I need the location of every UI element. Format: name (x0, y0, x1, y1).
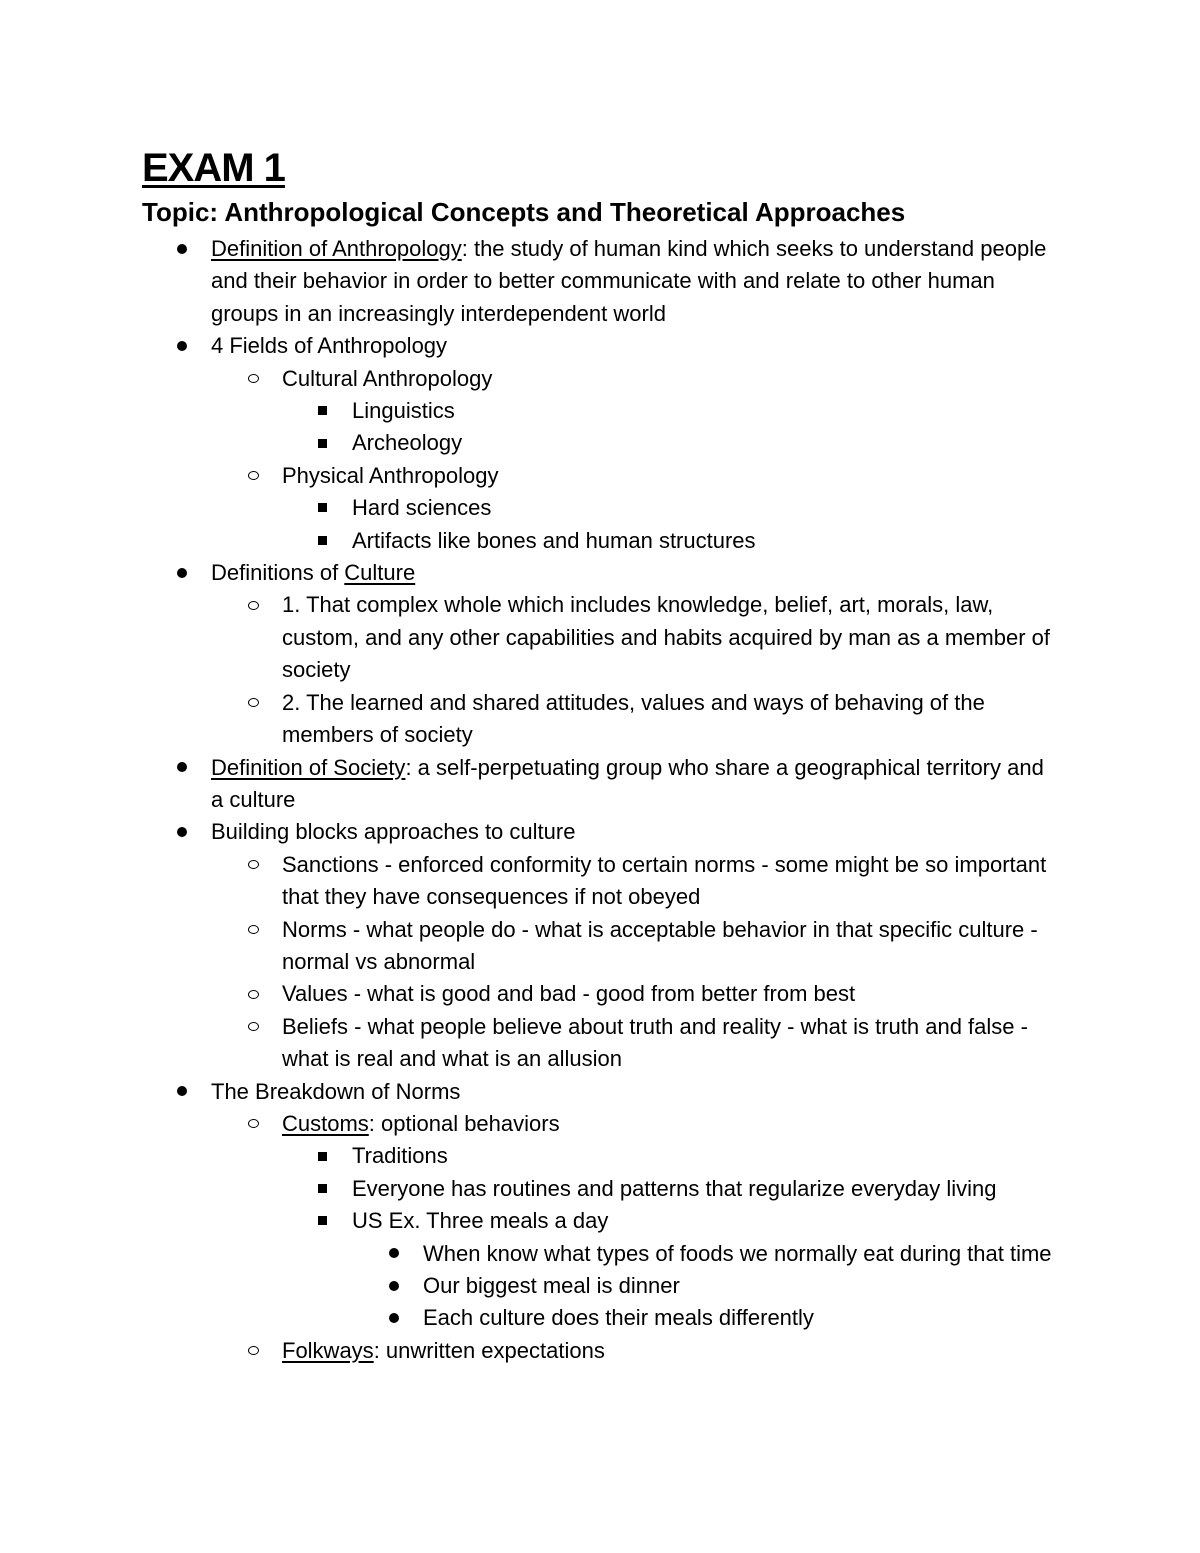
list-item (0, 492, 1062, 524)
term-label: Customs (282, 1110, 369, 1136)
item-text: Norms - what people do - what is acceptable behavior in that specific culture - normal vs abnormal (282, 916, 1038, 974)
circle-bullet-icon (248, 1335, 259, 1367)
list-item (0, 525, 1062, 557)
circle-bullet-icon (248, 1011, 259, 1043)
list-item (0, 1173, 1062, 1205)
disc-bullet-icon (177, 233, 187, 265)
square-bullet-icon (318, 395, 327, 427)
list-item (0, 1205, 1062, 1237)
square-bullet-icon (318, 492, 327, 524)
list-item (0, 427, 1062, 459)
disc-bullet-icon (177, 816, 187, 848)
list-item (0, 363, 1062, 395)
item-text: : unwritten expectations (373, 1337, 605, 1363)
disc-bullet-icon (177, 557, 187, 589)
item-text: When know what types of foods we normally eat during that time (423, 1240, 1052, 1266)
list-item (0, 687, 1062, 752)
term-label: Definition of Anthropology (211, 236, 462, 261)
list-item (0, 557, 1061, 589)
item-text: US Ex. Three meals a day (352, 1208, 609, 1234)
list-item (0, 589, 1062, 686)
list-item (0, 849, 1062, 914)
topic-heading: Topic: Anthropological Concepts and Theoretical Approaches (142, 197, 906, 227)
list-item (0, 233, 1061, 330)
square-bullet-icon (318, 525, 327, 557)
circle-bullet-icon (248, 849, 259, 881)
item-text: The Breakdown of Norms (211, 1078, 461, 1104)
item-text: Beliefs - what people believe about truth and reality - what is truth and false - what is real and what is an allusion (282, 1013, 1028, 1072)
disc-bullet-icon (389, 1302, 399, 1334)
list-item (0, 1335, 1062, 1367)
list-item (0, 395, 1062, 427)
page-title: EXAM 1 (142, 146, 285, 190)
list-item (0, 978, 1062, 1010)
list-item (0, 1076, 1061, 1108)
square-bullet-icon (318, 1140, 327, 1172)
list-item (0, 752, 1061, 817)
circle-bullet-icon (248, 363, 259, 395)
list-item (0, 330, 1061, 362)
term-label: Culture (344, 560, 416, 586)
list-item (0, 1238, 1063, 1270)
list-item (0, 1108, 1062, 1140)
list-item (0, 460, 1062, 492)
term-label: Definition of Society (211, 754, 406, 780)
item-text: Building blocks approaches to culture (211, 819, 576, 845)
square-bullet-icon (318, 1205, 327, 1237)
notes-list (0, 233, 1200, 1367)
circle-bullet-icon (248, 460, 259, 492)
circle-bullet-icon (248, 687, 259, 719)
item-text: Values - what is good and bad - good from better from best (282, 981, 856, 1007)
item-text: Each culture does their meals differently (423, 1305, 814, 1331)
circle-bullet-icon (248, 589, 259, 621)
item-text: Hard sciences (352, 495, 492, 521)
list-item (0, 816, 1061, 848)
item-text: Archeology (352, 430, 463, 456)
item-text: 1. That complex whole which includes knowledge, belief, art, morals, law, custom, and any other capabilities and habits acquired by man as a member of society (282, 592, 1050, 683)
item-text: Our biggest meal is dinner (423, 1273, 680, 1298)
square-bullet-icon (318, 1173, 327, 1205)
item-text: 2. The learned and shared attitudes, values and ways of behaving of the members of society (282, 689, 985, 748)
list-item (0, 914, 1062, 979)
item-text: Traditions (352, 1143, 448, 1169)
square-bullet-icon (318, 427, 327, 459)
list-item (0, 1270, 1063, 1302)
disc-bullet-icon (389, 1270, 399, 1302)
list-item (0, 1011, 1062, 1076)
item-text: : optional behaviors (368, 1110, 560, 1136)
item-text: Physical Anthropology (282, 462, 499, 488)
item-text: Artifacts like bones and human structures (352, 527, 756, 553)
circle-bullet-icon (248, 914, 259, 946)
item-text: 4 Fields of Anthropology (211, 333, 448, 359)
circle-bullet-icon (248, 978, 259, 1010)
item-text: Definitions of (211, 560, 345, 586)
disc-bullet-icon (177, 330, 187, 362)
list-item (0, 1302, 1063, 1334)
item-text: Everyone has routines and patterns that regularize everyday living (352, 1175, 997, 1201)
item-text: Cultural Anthropology (282, 365, 493, 391)
disc-bullet-icon (177, 752, 187, 784)
item-text: : the study of human kind which seeks to understand people and their behavior in order to better communicate with and relate to other human groups in an increasingly interdependent world (211, 236, 1047, 326)
term-label: Folkways (282, 1337, 374, 1363)
disc-bullet-icon (177, 1076, 187, 1108)
item-text: Sanctions - enforced conformity to certain norms - some might be so important that they have consequences if not obeyed (282, 851, 1047, 910)
item-text: : a self-perpetuating group who share a geographical territory and a culture (211, 754, 1044, 812)
item-text: Linguistics (352, 398, 455, 424)
disc-bullet-icon (389, 1238, 399, 1270)
list-item (0, 1140, 1062, 1172)
circle-bullet-icon (248, 1108, 259, 1140)
